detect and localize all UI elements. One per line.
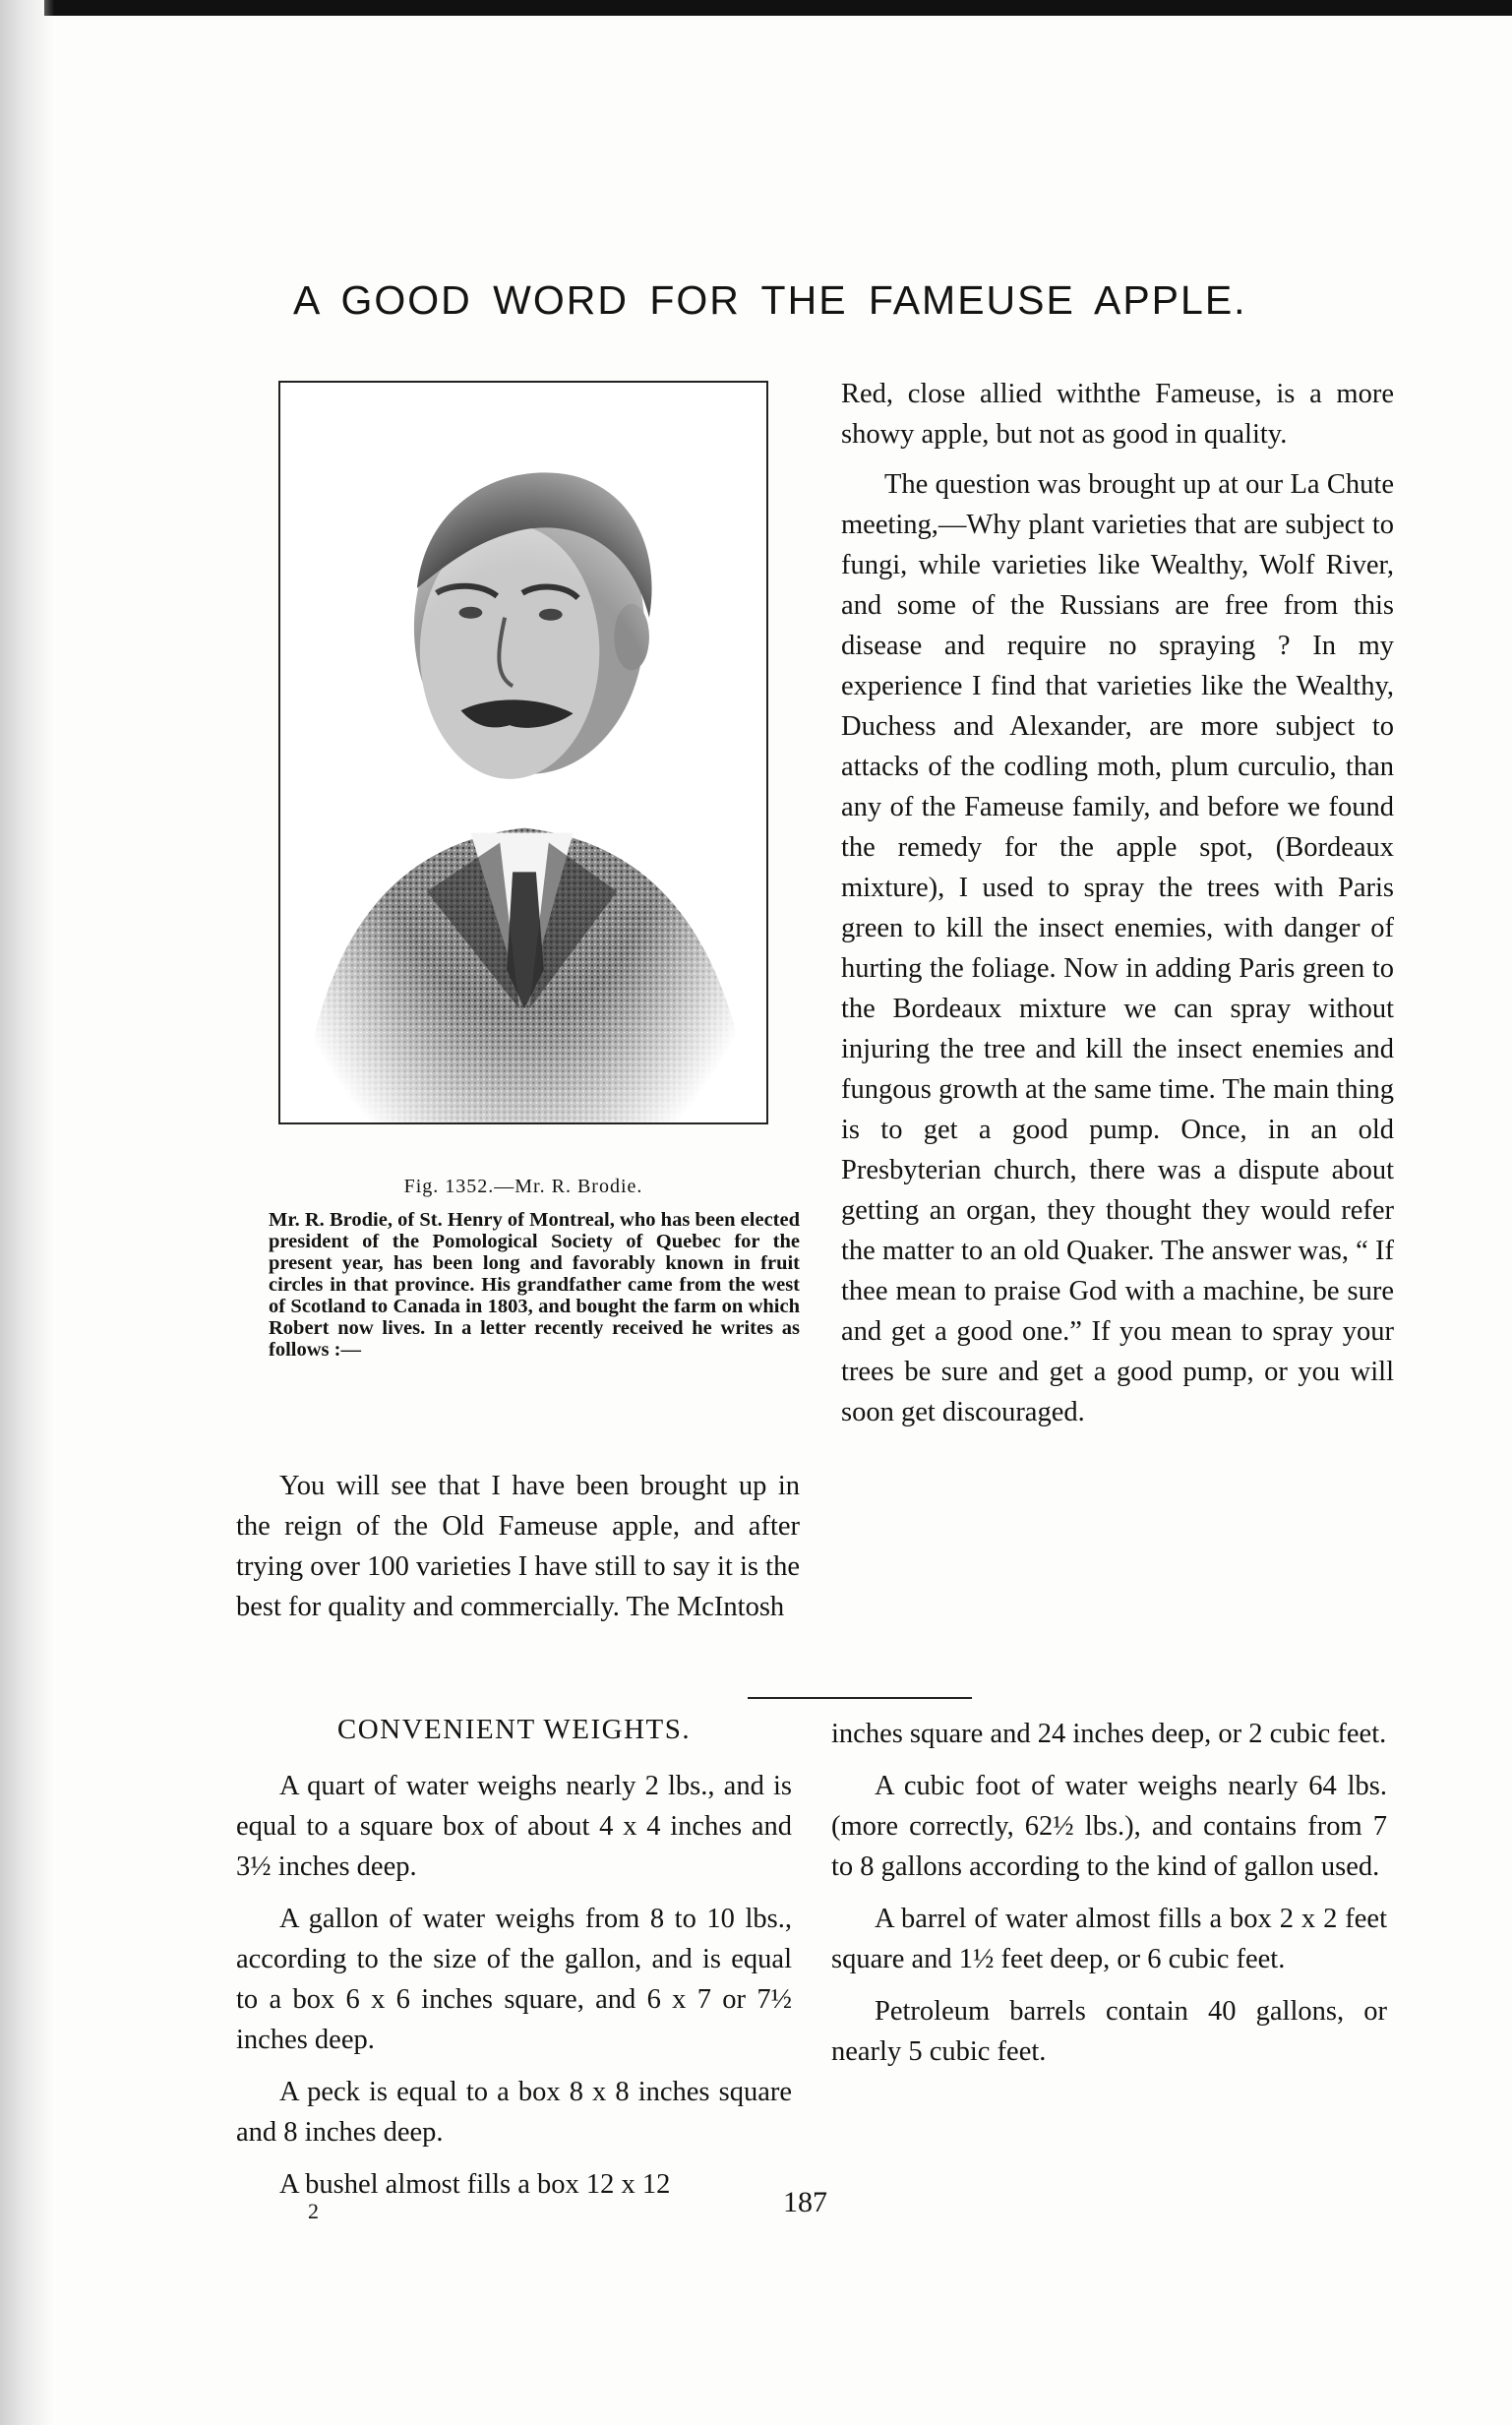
section-title: CONVENIENT WEIGHTS. xyxy=(336,1714,692,1745)
article-paragraph: You will see that I have been brought up in the reign of the Old Fameuse apple, and after trying over 100 varieties I have still to say it is the best for quality and commercially. The McIntosh xyxy=(236,1471,800,1622)
figure-label: Fig. 1352.—Mr. R. Brodie. xyxy=(403,1176,643,1197)
weights-paragraph: A barrel of water almost fills a box 2 x 2 feet square and 1½ feet deep, or 6 cubic feet. xyxy=(831,1904,1387,1974)
weights-paragraph: A bushel almost fills a box 12 x 12 xyxy=(279,2169,671,2200)
article-paragraph: The question was brought up at our La Chute meeting,—Why plant varieties that are subject to fungi, while varieties like Wealthy, Wolf River, and some of the Russians are free from this disease and require no spraying ? In my experience I find that varieties like the Wealthy, Duchess and Alexander, are more subject to attacks of the codling moth, plum curculio, than any of the Fameuse family, and before we found the remedy for the apple spot, (Bordeaux mixture), I used to spray the trees with Paris green to kill the insect enemies, with danger of hurting the foliage. Now in adding Paris green to the Bordeaux mixture we can spray without injuring the tree and kill the insect enemies and fungous growth at the same time. The main thing is to get a good pump. Once, in an old Presbyterian church, there was a dispute about getting an organ, they thought they would refer the matter to an old Quaker. The answer was, “ If thee mean to praise God with a machine, be sure and get a good one.” If you mean to spray your trees be sure and get a good pump, or you will soon get discouraged. xyxy=(841,469,1394,1427)
signature-mark: 2 xyxy=(308,2199,319,2223)
article-left-column xyxy=(236,1466,800,1627)
article-title: A GOOD WORD FOR THE FAMEUSE APPLE. xyxy=(293,277,1247,323)
weights-paragraph: Petroleum barrels contain 40 gallons, or nearly 5 cubic feet. xyxy=(831,1996,1387,2067)
figure-caption: Mr. R. Brodie, of St. Henry of Montreal, who has been elected president of the Pomological Society of Quebec for the present year, has been long and favorably known in fruit circles in that province. His grandfather came from the west of Scotland to Canada in 1803, and bought the farm on which Robert now lives. In a letter recently received he writes as follows :— xyxy=(269,1209,800,1361)
weights-paragraph: A quart of water weighs nearly 2 lbs., and is equal to a square box of about 4 x 4 inches and 3½ inches deep. xyxy=(236,1771,792,1882)
article-paragraph: Red, close allied withthe Fameuse, is a more showy apple, but not as good in quality. xyxy=(841,379,1394,450)
top-edge-line xyxy=(44,0,1512,16)
page-edge-shadow xyxy=(0,0,54,2425)
weights-right-column xyxy=(831,1714,1387,2084)
portrait-illustration xyxy=(280,383,766,1122)
portrait-photo xyxy=(278,381,768,1124)
weights-left-column xyxy=(236,1714,792,2216)
article-right-column xyxy=(841,374,1394,1442)
weights-paragraph: A gallon of water weighs from 8 to 10 lbs., according to the size of the gallon, and is equal to a box 6 x 6 inches square, and 6 x 7 or 7½ inches deep. xyxy=(236,1904,792,2055)
weights-paragraph: inches square and 24 inches deep, or 2 cubic feet. xyxy=(831,1719,1387,1749)
section-divider xyxy=(748,1697,972,1699)
weights-paragraph: A cubic foot of water weighs nearly 64 lbs. (more correctly, 62½ lbs.), and contains from 7 to 8 gallons according to the kind of gallon used. xyxy=(831,1771,1387,1882)
page-number: 187 xyxy=(783,2186,827,2218)
weights-paragraph: A peck is equal to a box 8 x 8 inches square and 8 inches deep. xyxy=(236,2077,792,2148)
